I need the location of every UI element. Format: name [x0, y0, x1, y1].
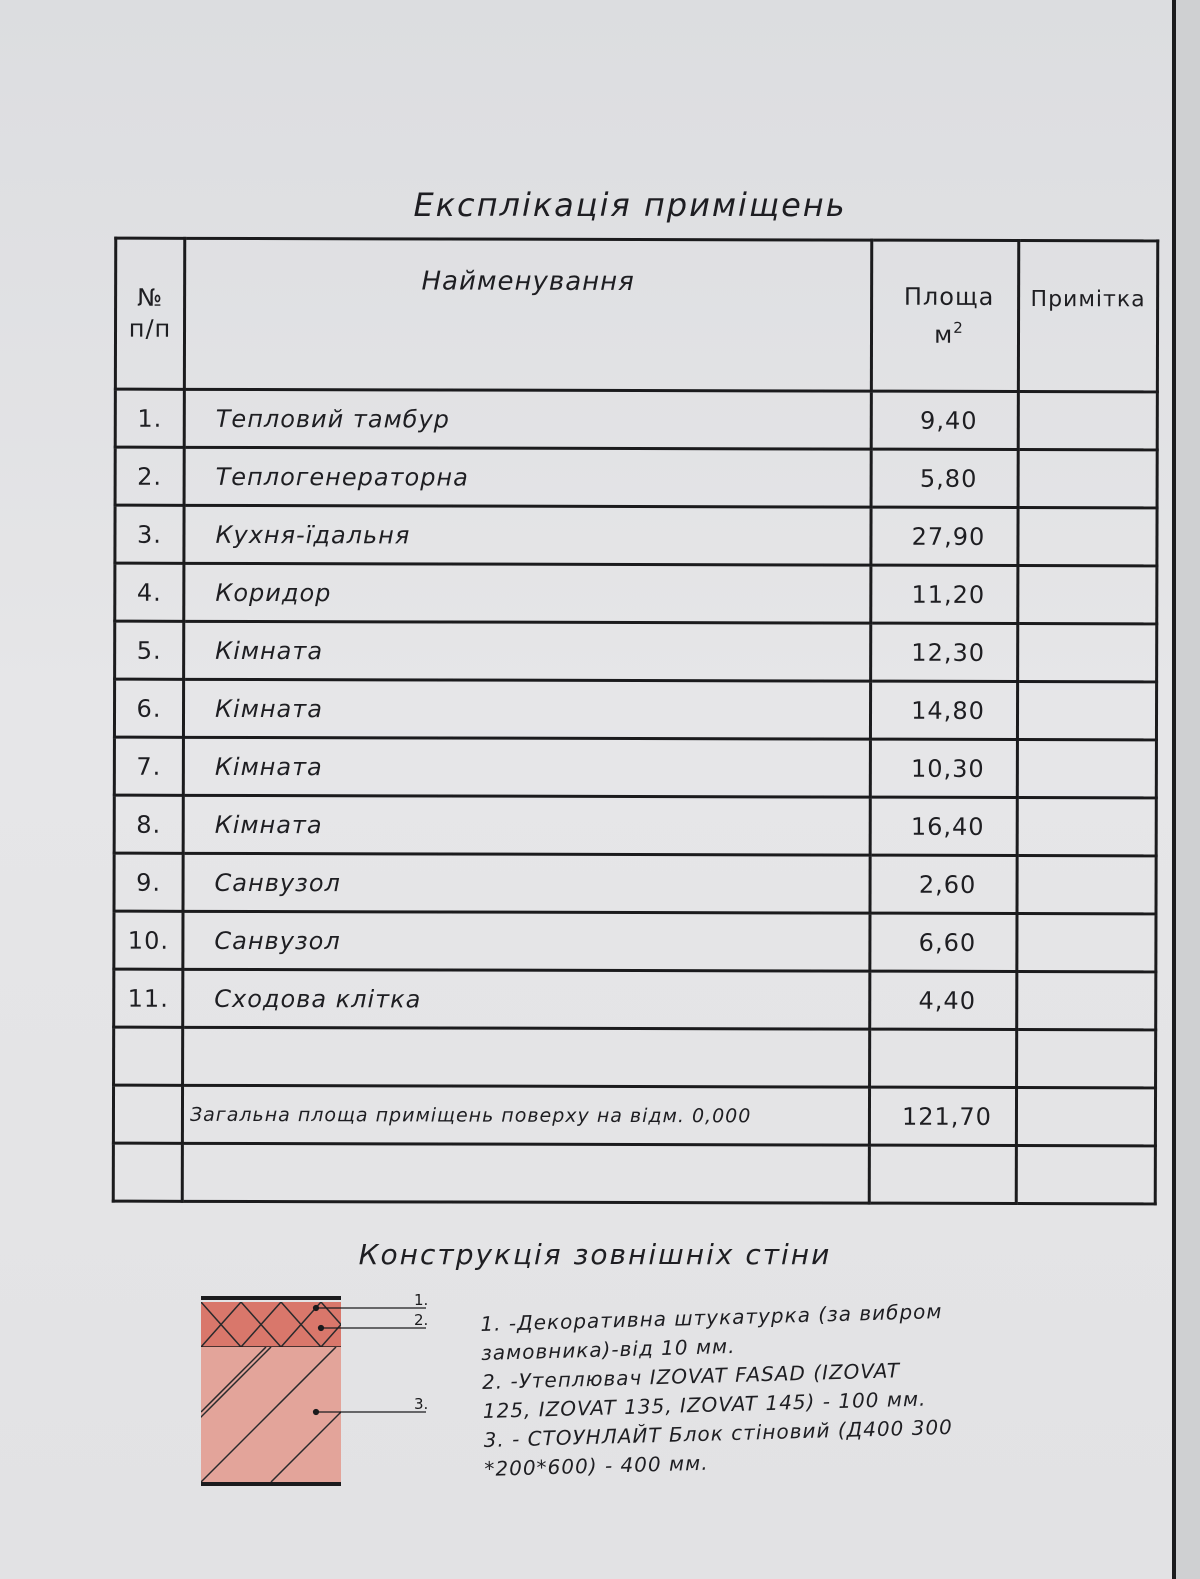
area-unit: м	[934, 320, 954, 349]
table-row	[114, 737, 1156, 798]
table-row-total	[113, 1085, 1155, 1146]
room-name: Кімната	[183, 679, 870, 739]
header-note	[1018, 241, 1157, 392]
room-name: Кімната	[183, 795, 870, 855]
room-area: 27,90	[871, 507, 1018, 565]
table-row	[115, 447, 1157, 508]
table-row	[114, 853, 1156, 914]
row-number: 7.	[114, 737, 183, 795]
room-name: Теплогенераторна	[184, 447, 871, 507]
room-area: 10,30	[870, 739, 1017, 797]
legend-line: 125, IZOVAT 135, IZOVAT 145) - 100 мм.	[482, 1386, 927, 1423]
room-note	[1017, 740, 1156, 798]
room-area: 4,40	[870, 971, 1017, 1029]
room-area: 9,40	[871, 391, 1018, 449]
wall-construction-title: Конструкція зовнішніх стіни	[358, 1238, 832, 1271]
legend-line: *200*600) - 400 мм.	[484, 1450, 709, 1481]
room-area: 6,60	[870, 913, 1017, 971]
room-note	[1018, 508, 1157, 566]
room-name: Сходова клітка	[183, 969, 870, 1029]
table-row	[114, 795, 1156, 856]
table-row	[114, 911, 1156, 972]
header-area	[871, 240, 1018, 391]
sheet-edge-background	[1176, 0, 1200, 1579]
table-row-empty	[113, 1143, 1155, 1204]
table-row	[114, 969, 1156, 1030]
header-note-label: Примітка	[1030, 287, 1146, 313]
room-note	[1018, 624, 1157, 682]
table-row	[115, 389, 1157, 450]
row-number: 10.	[114, 911, 183, 969]
row-number: 11.	[114, 969, 183, 1027]
room-area: 12,30	[871, 623, 1018, 681]
header-number	[115, 238, 184, 389]
room-note	[1018, 566, 1157, 624]
table-header-row	[115, 238, 1157, 392]
row-number: 6.	[114, 679, 183, 737]
header-name-label: Найменування	[421, 266, 635, 297]
drawing-frame-border	[1172, 0, 1176, 1579]
legend-line: замовника)-від 10 мм.	[480, 1333, 736, 1365]
callout-1: 1.	[414, 1291, 429, 1309]
wall-legend	[480, 1295, 1005, 1483]
row-number: 5.	[115, 621, 184, 679]
row-number: 1.	[115, 389, 184, 447]
room-note	[1018, 392, 1157, 450]
room-name: Кімната	[183, 737, 870, 797]
room-name: Санвузол	[183, 853, 870, 913]
table-row	[115, 563, 1157, 624]
total-label: Загальна площа приміщень поверху на відм. 0,000	[182, 1085, 869, 1145]
explication-title: Експлікація приміщень	[413, 186, 847, 224]
row-number: 3.	[115, 505, 184, 563]
room-area: 16,40	[870, 797, 1017, 855]
room-name: Тепловий тамбур	[184, 389, 871, 449]
wall-section-diagram	[196, 1290, 446, 1500]
explication-table	[112, 237, 1160, 1206]
row-number: 2.	[115, 447, 184, 505]
room-note	[1017, 682, 1156, 740]
table-row	[115, 621, 1157, 682]
room-note	[1017, 971, 1156, 1029]
legend-line: 3. - СТОУНЛАЙТ Блок стіновий (Д400 300	[483, 1414, 954, 1452]
room-name: Санвузол	[183, 911, 870, 971]
room-note	[1017, 797, 1156, 855]
row-number: 9.	[114, 853, 183, 911]
room-note	[1018, 450, 1157, 508]
table-row	[114, 679, 1156, 740]
legend-line: 2. -Утеплювач IZOVAT FASAD (IZOVAT	[481, 1358, 901, 1394]
room-name: Кухня-їдальня	[184, 505, 871, 565]
header-area-label: Площа	[903, 282, 995, 311]
room-area: 14,80	[870, 681, 1017, 739]
header-area-unit	[881, 312, 1017, 350]
table-body	[114, 389, 1158, 1030]
table-row	[115, 505, 1157, 566]
room-note	[1017, 913, 1156, 971]
room-area: 11,20	[871, 565, 1018, 623]
room-name: Коридор	[184, 563, 871, 623]
room-name: Кімната	[184, 621, 871, 681]
area-unit-power: 2	[953, 318, 964, 337]
callout-2: 2.	[414, 1311, 429, 1329]
header-name	[184, 238, 871, 391]
row-number: 4.	[115, 563, 184, 621]
row-number: 8.	[114, 795, 183, 853]
legend-line: 1. -Декоративна штукатурка (за вибром	[480, 1299, 943, 1336]
table-row-empty	[114, 1027, 1156, 1088]
room-area: 5,80	[871, 449, 1018, 507]
header-number-symbol: №	[137, 283, 164, 312]
callout-3: 3.	[414, 1395, 429, 1413]
room-area: 2,60	[870, 855, 1017, 913]
room-note	[1017, 855, 1156, 913]
total-area: 121,70	[869, 1087, 1016, 1145]
header-number-abbr: п/п	[128, 314, 172, 343]
